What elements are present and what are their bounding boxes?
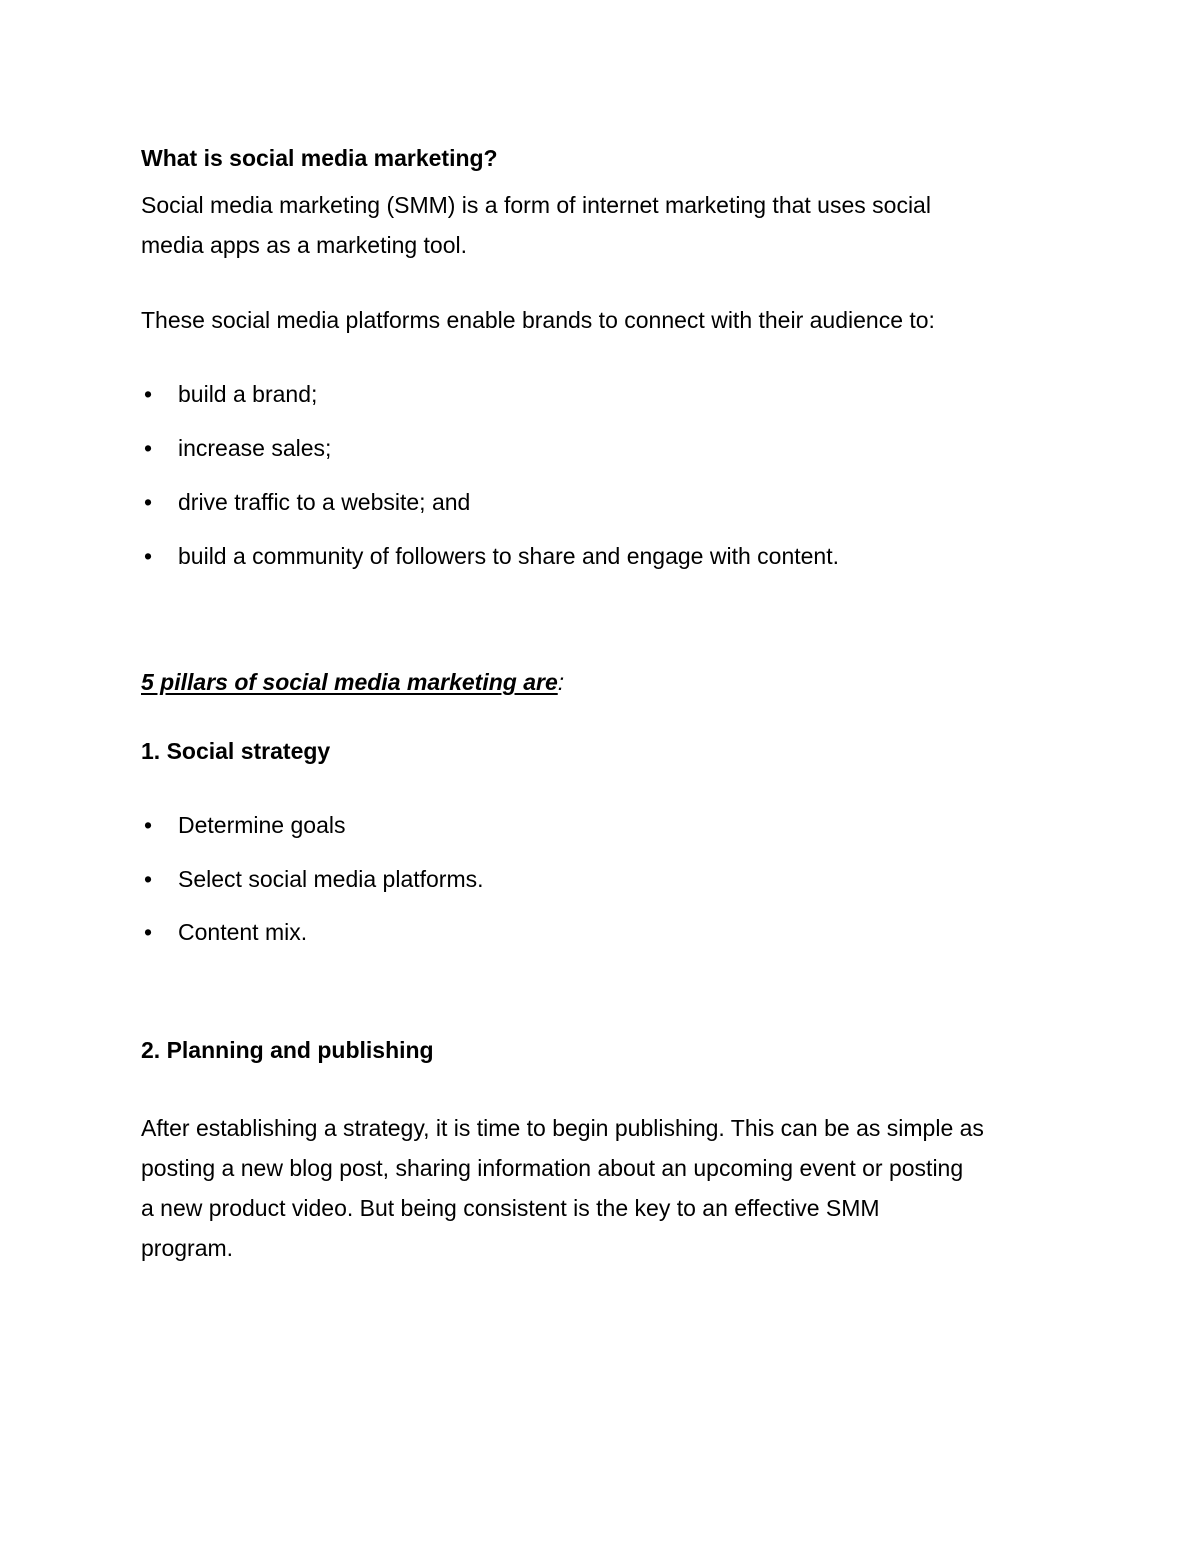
intro-line-2: media apps as a marketing tool. [141, 232, 468, 258]
bullet-icon: • [143, 812, 153, 838]
list-item-text: Content mix. [178, 919, 308, 945]
list-item [141, 536, 1071, 576]
list-item-text: Determine goals [178, 812, 346, 838]
bullet-icon: • [143, 543, 153, 569]
bullet-icon: • [143, 489, 153, 515]
bullet-icon: • [143, 381, 153, 407]
bullet-icon: • [143, 919, 153, 945]
pillar-1-title: 1. Social strategy [141, 738, 331, 764]
paragraph-line: posting a new blog post, sharing information about an upcoming event or posting [141, 1155, 964, 1181]
pillars-heading-colon: : [557, 669, 565, 695]
heading-what-is-smm: What is social media marketing? [141, 145, 498, 171]
list-item-text: increase sales; [178, 435, 332, 461]
list-item [141, 912, 1071, 952]
list-item [141, 482, 1071, 522]
intro-paragraph [141, 185, 1071, 265]
paragraph-line: program. [141, 1235, 234, 1261]
list-item [141, 805, 1071, 845]
pillar-2-paragraph [141, 1108, 1071, 1268]
platforms-sentence: These social media platforms enable brands to connect with their audience to: [141, 307, 935, 333]
bullet-icon: • [143, 866, 153, 892]
bullet-icon: • [143, 435, 153, 461]
list-item [141, 859, 1071, 899]
list-item-text: drive traffic to a website; and [178, 489, 471, 515]
intro-line-1: Social media marketing (SMM) is a form of internet marketing that uses social [141, 192, 931, 218]
list-item-text: Select social media platforms. [178, 866, 484, 892]
list-item-text: build a brand; [178, 381, 318, 407]
pillars-heading [141, 662, 1071, 702]
paragraph-line: After establishing a strategy, it is time to begin publishing. This can be as simple as [141, 1115, 984, 1141]
pillars-heading-text: 5 pillars of social media marketing are [141, 669, 558, 695]
list-item [141, 428, 1071, 468]
pillar-2-title: 2. Planning and publishing [141, 1037, 434, 1063]
list-item [141, 374, 1071, 414]
paragraph-line: a new product video. But being consistent is the key to an effective SMM [141, 1195, 880, 1221]
list-item-text: build a community of followers to share and engage with content. [178, 543, 839, 569]
